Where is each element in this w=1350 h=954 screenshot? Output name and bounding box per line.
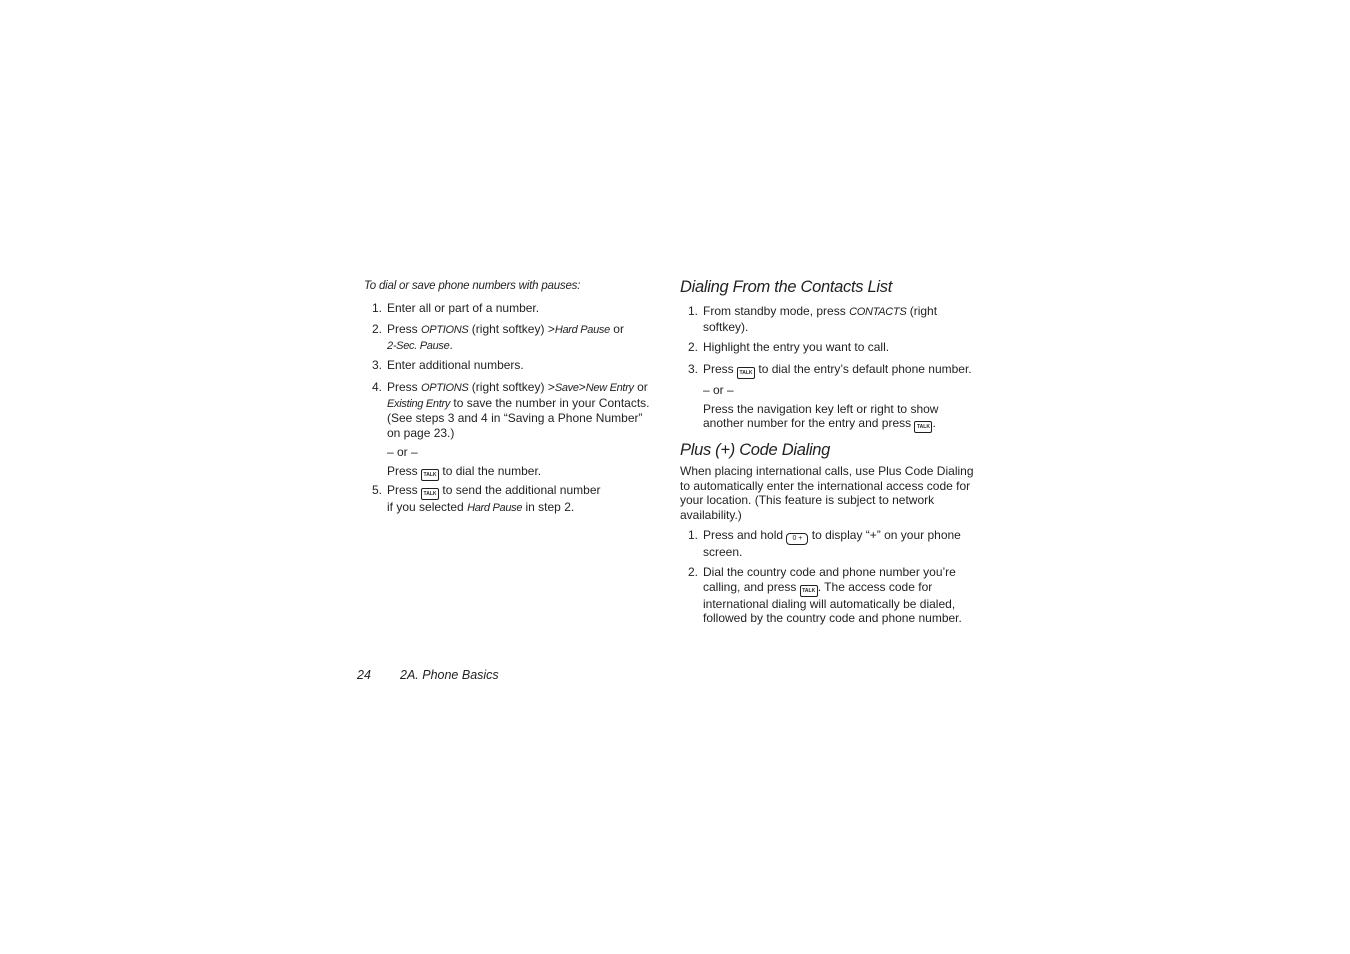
section-title: 2A. Phone Basics: [400, 668, 499, 682]
save-label: Save: [554, 382, 579, 394]
talk-key-icon: TALK: [800, 585, 818, 597]
hard-pause-label: Hard Pause: [467, 502, 523, 514]
new-entry-label: New Entry: [585, 382, 634, 394]
zero-plus-key-icon: 0 +: [786, 533, 808, 545]
pause-intro: To dial or save phone numbers with pauses:: [364, 280, 581, 292]
talk-key-icon: TALK: [421, 469, 439, 481]
plus-code-paragraph: When placing international calls, use Plus Code Dialing to automatically enter the international access code for your location. (This feature is subject to network availability.): [680, 464, 974, 522]
contacts-softkey-label: CONTACTS: [849, 306, 907, 318]
contacts-dialing-heading: Dialing From the Contacts List: [680, 278, 893, 296]
existing-entry-label: Existing Entry: [387, 397, 451, 410]
plus-code-heading: Plus (+) Code Dialing: [680, 441, 831, 459]
talk-key-icon: TALK: [421, 488, 439, 500]
page-number: 24: [357, 668, 371, 682]
hard-pause-label: Hard Pause: [554, 324, 610, 336]
options-softkey-label: OPTIONS: [421, 382, 469, 394]
talk-key-icon: TALK: [737, 367, 755, 379]
talk-key-icon: TALK: [914, 421, 932, 433]
options-softkey-label: OPTIONS: [421, 324, 469, 336]
two-sec-pause-label: 2-Sec. Pause: [387, 339, 450, 352]
